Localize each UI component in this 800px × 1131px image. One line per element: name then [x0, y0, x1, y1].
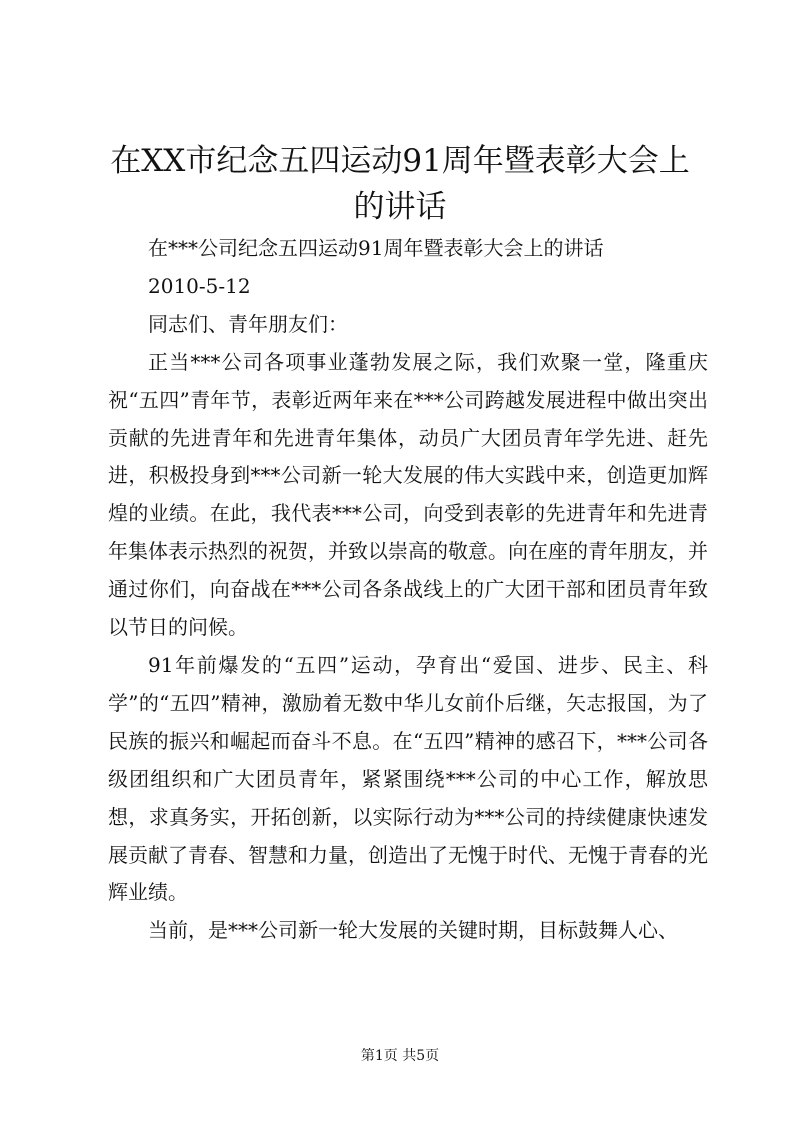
document-body — [108, 230, 708, 950]
page-footer: 第1页 共5页 — [360, 1048, 440, 1064]
date-line: 2010-5-12 — [148, 273, 251, 298]
paragraph: 当前，是***公司新一轮大发展的关键时期，目标鼓舞人心、 — [148, 918, 678, 943]
paragraph: 91年前爆发的“五四”运动，孕育出“爱国、进步、民主、科学”的“五四”精神，激励着无数中华儿女前仆后继，矢志报国，为了民族的振兴和崛起而奋斗不息。在“五四”精神的感召下，***公司各级团组织和广大团员青年，紧紧围绕***公司的中心工作，解放思想，求真务实，开拓创新，以实际行动为***公司的持续健康快速发展贡献了青春、智慧和力量，创造出了无愧于时代、无愧于青春的光辉业绩。 — [108, 652, 708, 905]
paragraph: 正当***公司各项事业蓬勃发展之际，我们欢聚一堂，隆重庆祝“五四”青年节，表彰近两年来在***公司跨越发展进程中做出突出贡献的先进青年和先进青年集体，动员广大团员青年学先进、赶先进，积极投身到***公司新一轮大发展的伟大实践中来，创造更加辉煌的业绩。在此，我代表***公司，向受到表彰的先进青年和先进青年集体表示热烈的祝贺，并致以崇高的敬意。向在座的青年朋友，并通过你们，向奋战在***公司各条战线上的广大团干部和团员青年致以节日的问候。 — [108, 349, 708, 640]
salutation-line: 同志们、青年朋友们： — [148, 311, 348, 336]
document-title: 在XX市纪念五四运动91周年暨表彰大会上的讲话 — [110, 143, 690, 225]
subtitle-line: 在***公司纪念五四运动91周年暨表彰大会上的讲话 — [148, 236, 604, 260]
